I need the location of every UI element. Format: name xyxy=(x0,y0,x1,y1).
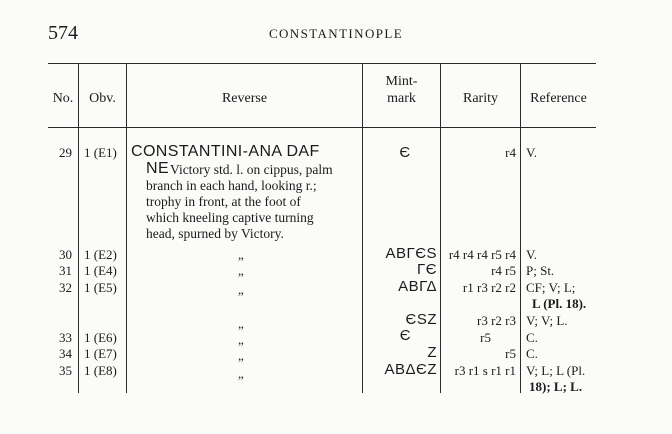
entry-31-obv: 1 (E4) xyxy=(84,263,117,278)
entry-29-reverse-legend: CONSTANTINI-ANA DAF xyxy=(131,143,320,160)
entry-31-no: 31 xyxy=(59,263,72,278)
entry-29-rarity: r4 xyxy=(505,145,516,160)
entry-32b-mintmark: ЄSZ xyxy=(405,311,437,328)
entry-32-obv: 1 (E5) xyxy=(84,280,117,295)
entry-35-rarity: r3 r1 s r1 r1 xyxy=(454,363,516,378)
entry-31-reference: P; St. xyxy=(526,263,555,278)
col-header-reverse: Reverse xyxy=(221,91,268,106)
entry-32-reference-cont: L (Pl. 18). xyxy=(532,296,587,311)
entry-32-mintmark: ΑΒΓΔ xyxy=(398,278,437,295)
entry-35-mintmark: ΑΒΔЄΖ xyxy=(384,361,437,378)
entry-30-obv: 1 (E2) xyxy=(84,247,117,262)
entry-34-mintmark: Z xyxy=(427,344,437,361)
entry-33-rarity: r5 xyxy=(480,330,491,345)
entry-32-reverse-ditto: „ xyxy=(238,282,244,297)
entry-35-reference: V; L; L (Pl. xyxy=(526,363,586,378)
entry-35-reverse-ditto: „ xyxy=(238,366,244,381)
entry-29-reference: V. xyxy=(526,145,537,160)
col-divider-1 xyxy=(78,63,79,393)
entry-29-obv: 1 (E1) xyxy=(84,145,117,160)
col-header-no: No. xyxy=(52,91,74,106)
entry-35-no: 35 xyxy=(59,363,72,378)
entry-34-obv: 1 (E7) xyxy=(84,346,117,361)
entry-31-reverse-ditto: „ xyxy=(238,263,244,278)
entry-29-reverse-legend-cont: NE xyxy=(146,160,170,177)
entry-30-reverse-ditto: „ xyxy=(238,247,244,262)
entry-33-no: 33 xyxy=(59,330,72,345)
entry-31-mintmark: ΓЄ xyxy=(416,261,437,278)
entry-29-reverse-line-4: which kneeling captive turning xyxy=(146,210,314,225)
col-header-mintmark-1: Mint- xyxy=(385,74,418,89)
entry-29-reverse-line-3: trophy in front, at the foot of xyxy=(146,194,301,209)
entry-29-reverse-line-1: Victory std. l. on cippus, palm xyxy=(170,162,333,177)
entry-33-reference: C. xyxy=(526,330,538,345)
col-header-mintmark-2: mark xyxy=(387,91,416,106)
entry-34-no: 34 xyxy=(59,346,72,361)
entry-32b-reverse-ditto: „ xyxy=(238,316,244,331)
entry-30-rarity: r4 r4 r4 r5 r4 xyxy=(448,247,516,262)
entry-35-obv: 1 (E8) xyxy=(84,363,117,378)
entry-29-reverse-line-2: branch in each hand, looking r.; xyxy=(146,178,317,193)
entry-32b-rarity: r3 r2 r3 xyxy=(477,313,516,328)
entry-32-no: 32 xyxy=(59,280,72,295)
top-rule xyxy=(48,63,596,64)
header-rule xyxy=(48,127,596,128)
entry-35-reference-cont: 18); L; L. xyxy=(529,379,583,394)
entry-29-no: 29 xyxy=(59,145,72,160)
col-divider-5 xyxy=(520,63,521,393)
entry-29-mintmark: Є xyxy=(399,144,411,161)
entry-34-rarity: r5 xyxy=(505,346,516,361)
entry-32-reference: CF; V; L; xyxy=(526,280,576,295)
entry-34-reverse-ditto: „ xyxy=(238,348,244,363)
entry-32-rarity: r1 r3 r2 r2 xyxy=(462,280,516,295)
entry-30-reference: V. xyxy=(526,247,537,262)
entry-34-reference: C. xyxy=(526,346,538,361)
entry-29-obv-die: (E1) xyxy=(93,145,117,160)
entry-32b-reference: V; V; L. xyxy=(526,313,568,328)
entry-31-rarity: r4 r5 xyxy=(491,263,516,278)
entry-30-mintmark: ΑΒΓЄS xyxy=(385,245,437,262)
entry-33-mintmark: Є xyxy=(399,327,411,344)
entry-33-obv: 1 (E6) xyxy=(84,330,117,345)
col-header-obv: Obv. xyxy=(89,91,116,106)
page-number: 574 xyxy=(48,22,78,44)
entry-33-reverse-ditto: „ xyxy=(238,332,244,347)
col-header-reference: Reference xyxy=(530,91,587,106)
running-title: CONSTANTINOPLE xyxy=(268,26,404,41)
entry-30-no: 30 xyxy=(59,247,72,262)
col-header-rarity: Rarity xyxy=(463,91,498,106)
entry-29-reverse-line-5: head, spurned by Victory. xyxy=(146,226,284,241)
col-divider-2 xyxy=(126,63,127,393)
